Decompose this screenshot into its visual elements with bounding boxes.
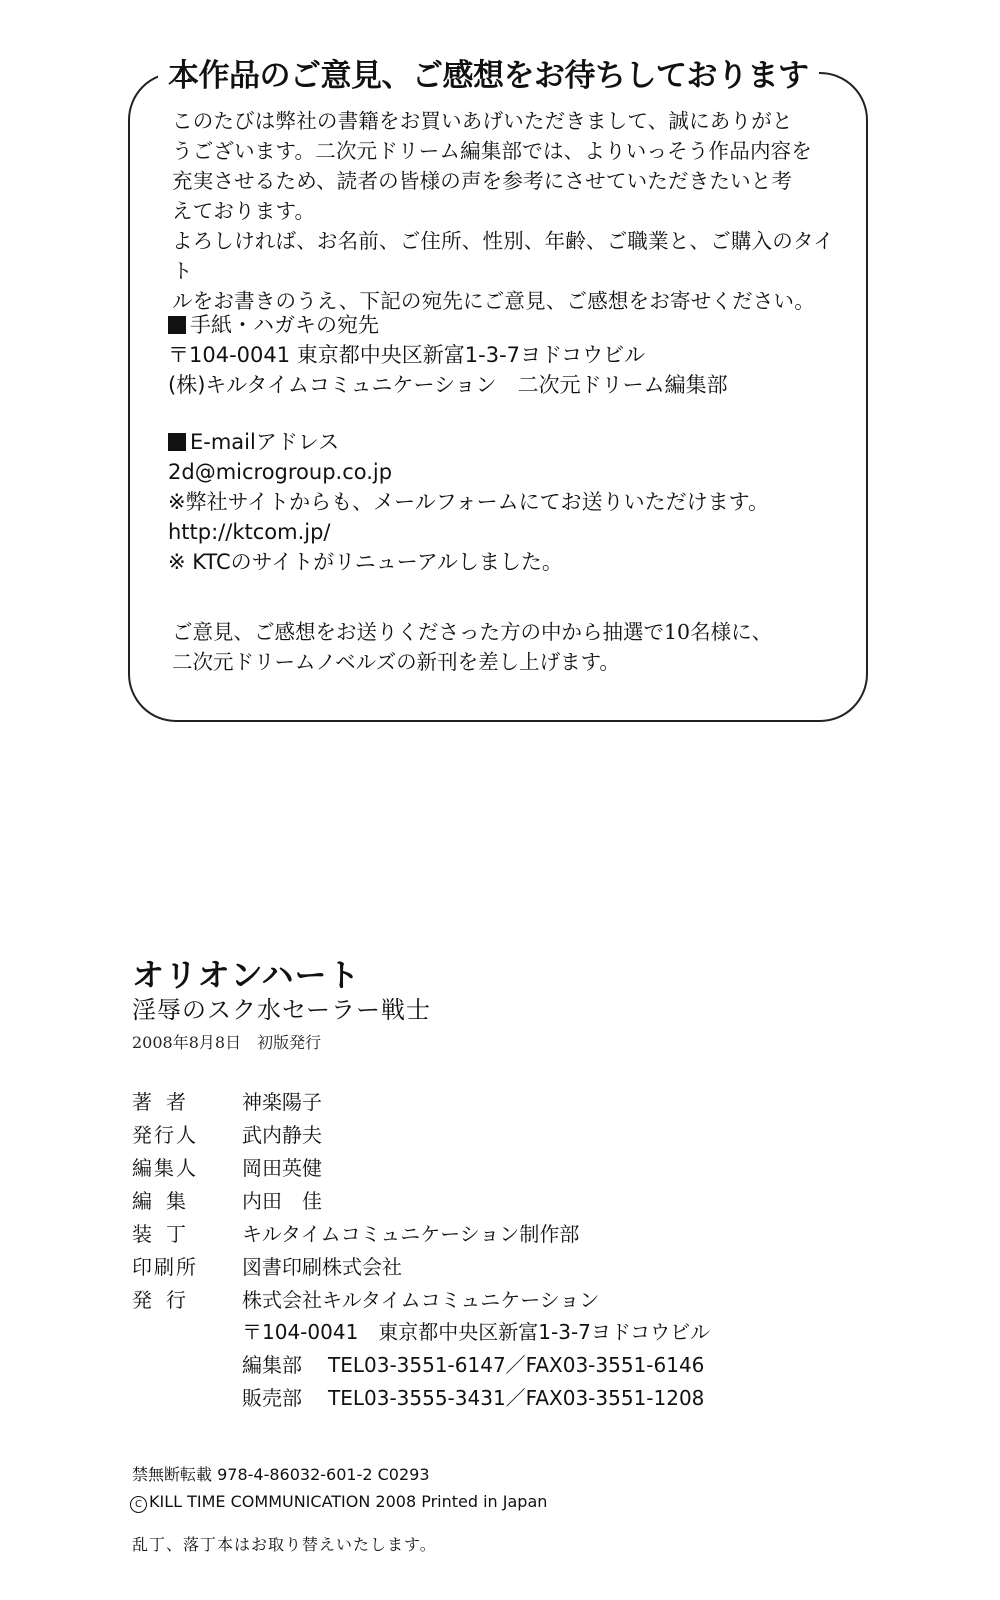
prize-line: ご意見、ご感想をお送りくださった方の中から抽選で10名様に、 bbox=[172, 620, 773, 644]
intro-line: うございます。二次元ドリーム編集部では、よりいっそう作品内容を bbox=[172, 139, 813, 163]
prize-note bbox=[172, 617, 852, 677]
copyright-line bbox=[130, 1492, 547, 1513]
intro-line: えております。 bbox=[172, 199, 316, 223]
site-url[interactable]: http://ktcom.jp/ bbox=[168, 520, 331, 544]
book-subtitle: 淫辱のスク水セーラー戦士 bbox=[132, 996, 432, 1024]
credit-label: 発行人 bbox=[132, 1123, 198, 1147]
email-section bbox=[168, 427, 858, 577]
publisher-address: 〒104-0041 東京都中央区新富1-3-7ヨドコウビル bbox=[242, 1320, 711, 1344]
feedback-title: 本作品のご意見、ご感想をお待ちしております bbox=[158, 50, 819, 95]
email-heading-text: E-mailアドレス bbox=[190, 430, 340, 454]
intro-line: 充実させるため、読者の皆様の声を参考にさせていただきたいと考 bbox=[172, 169, 793, 193]
credit-value: 株式会社キルタイムコミュニケーション bbox=[242, 1288, 600, 1312]
black-square-icon bbox=[168, 316, 186, 334]
site-note: ※弊社サイトからも、メールフォームにてお送りいただけます。 bbox=[168, 490, 769, 514]
mail-heading-text: 手紙・ハガキの宛先 bbox=[190, 313, 379, 337]
mail-address: 〒104-0041 東京都中央区新富1-3-7ヨドコウビル bbox=[168, 343, 646, 367]
contact-dept: 編集部 bbox=[242, 1353, 302, 1377]
email-heading bbox=[168, 427, 858, 457]
credit-label: 編集 bbox=[132, 1189, 200, 1213]
mail-section bbox=[168, 310, 858, 400]
credit-label: 発行 bbox=[132, 1288, 200, 1312]
intro-line: ルをお書きのうえ、下記の宛先にご意見、ご感想をお寄せください。 bbox=[172, 289, 815, 313]
publication-date: 2008年8月8日 初版発行 bbox=[132, 1033, 322, 1052]
mail-heading bbox=[168, 310, 858, 340]
replacement-notice: 乱丁、落丁本はお取り替えいたします。 bbox=[132, 1535, 437, 1554]
email-address[interactable]: 2d@microgroup.co.jp bbox=[168, 460, 393, 484]
feedback-intro bbox=[172, 106, 852, 316]
credit-value: 武内静夫 bbox=[242, 1123, 322, 1147]
contact-numbers: TEL03-3551-6147／FAX03-3551-6146 bbox=[328, 1353, 705, 1377]
credit-label: 著者 bbox=[132, 1090, 200, 1114]
contact-sales bbox=[242, 1382, 704, 1411]
intro-line: よろしければ、お名前、ご住所、性別、年齢、ご職業と、ご購入のタイト bbox=[172, 229, 834, 283]
credit-value: 内田 佳 bbox=[242, 1189, 322, 1213]
copyright-text: KILL TIME COMMUNICATION 2008 Printed in Japan bbox=[149, 1492, 548, 1511]
book-title: オリオンハート bbox=[132, 956, 361, 994]
copyright-icon: C bbox=[130, 1496, 147, 1513]
credit-label: 印刷所 bbox=[132, 1255, 198, 1279]
contact-numbers: TEL03-3555-3431／FAX03-3551-1208 bbox=[328, 1386, 705, 1410]
renewal-note: ※ KTCのサイトがリニューアルしました。 bbox=[168, 550, 563, 574]
contact-editorial bbox=[242, 1349, 704, 1378]
prize-line: 二次元ドリームノベルズの新刊を差し上げます。 bbox=[172, 650, 620, 674]
contact-dept: 販売部 bbox=[242, 1386, 302, 1410]
credit-label: 装丁 bbox=[132, 1222, 200, 1246]
black-square-icon bbox=[168, 433, 186, 451]
isbn-line: 禁無断転載 978-4-86032-601-2 C0293 bbox=[132, 1465, 430, 1484]
credit-value: キルタイムコミュニケーション制作部 bbox=[242, 1222, 580, 1246]
credit-value: 岡田英健 bbox=[242, 1156, 322, 1180]
credit-value: 神楽陽子 bbox=[242, 1090, 322, 1114]
intro-line: このたびは弊社の書籍をお買いあげいただきまして、誠にありがと bbox=[172, 109, 793, 133]
credit-label: 編集人 bbox=[132, 1156, 198, 1180]
mail-recipient: (株)キルタイムコミュニケーション 二次元ドリーム編集部 bbox=[168, 373, 728, 397]
credit-value: 図書印刷株式会社 bbox=[242, 1255, 402, 1279]
